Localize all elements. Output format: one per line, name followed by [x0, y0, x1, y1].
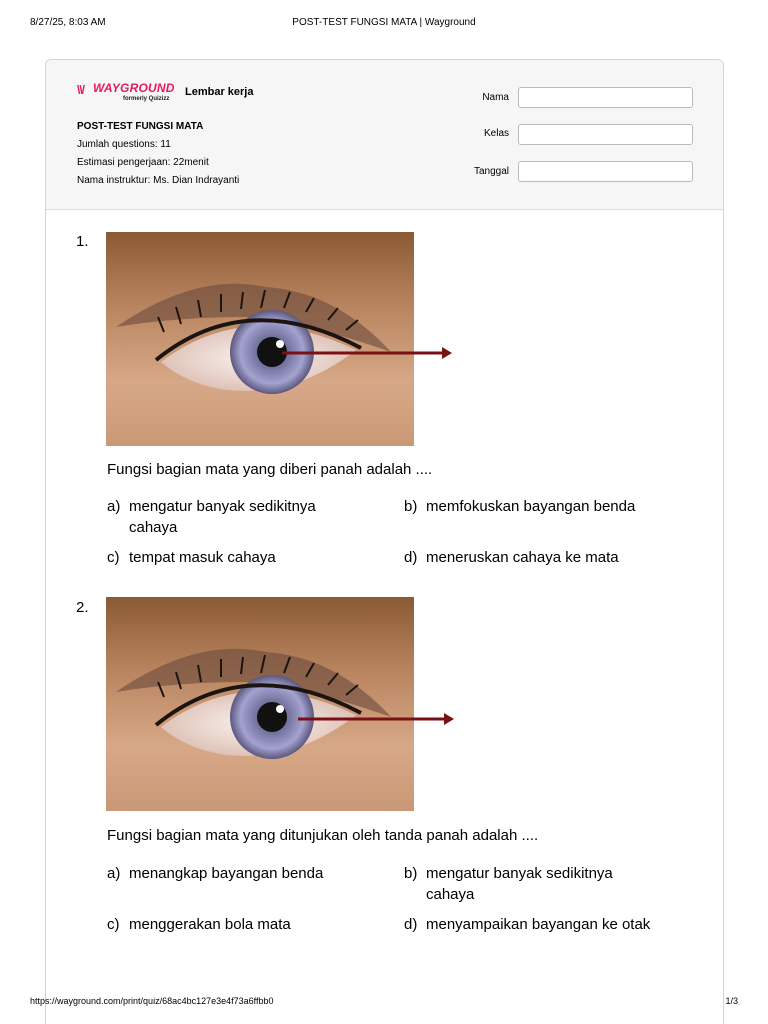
question-number: 1. — [76, 233, 89, 250]
option-text: tempat masuk cahaya — [129, 549, 276, 566]
print-footer — [30, 996, 738, 1010]
option-letter: b) — [404, 498, 418, 515]
questions-count: Jumlah questions: 11 — [77, 139, 171, 150]
page-number: 1/3 — [725, 996, 738, 1006]
name-field[interactable] — [518, 87, 693, 108]
option-letter: a) — [107, 865, 121, 882]
option-text: menangkap bayangan benda — [129, 865, 324, 882]
class-field[interactable] — [518, 124, 693, 145]
worksheet-card — [45, 59, 724, 1024]
option-a[interactable] — [107, 496, 347, 538]
date-label: Tanggal — [473, 166, 509, 177]
logo-text: WAYGROUND — [93, 81, 175, 95]
option-c[interactable] — [107, 914, 367, 935]
option-text: memfokuskan bayangan benda — [426, 498, 636, 515]
logo-mark-icon: \\/ — [77, 83, 85, 97]
option-letter: c) — [107, 549, 120, 566]
print-url: https://wayground.com/print/quiz/68ac4bc127e3e4f73a6ffbb0 — [30, 996, 274, 1006]
print-page-title: POST-TEST FUNGSI MATA | Wayground — [292, 17, 476, 28]
logo-subtext: formerly Quizizz — [123, 96, 170, 102]
name-label: Nama — [482, 92, 509, 103]
eye-image — [106, 597, 456, 811]
option-a[interactable] — [107, 863, 367, 884]
question-text: Fungsi bagian mata yang ditunjukan oleh tanda panah adalah .... — [107, 827, 539, 844]
eye-image — [106, 232, 456, 446]
quiz-title: POST-TEST FUNGSI MATA — [77, 121, 204, 132]
option-text: meneruskan cahaya ke mata — [426, 549, 619, 566]
option-text: menyampaikan bayangan ke otak — [426, 916, 651, 933]
option-letter: d) — [404, 549, 418, 566]
print-header — [30, 17, 738, 31]
option-letter: d) — [404, 916, 418, 933]
option-text: mengatur banyak sedikitnya cahaya — [129, 498, 316, 536]
instructor-name: Nama instruktur: Ms. Dian Indrayanti — [77, 175, 240, 186]
worksheet-header — [46, 60, 723, 210]
option-letter: a) — [107, 498, 121, 515]
estimated-time: Estimasi pengerjaan: 22menit — [77, 157, 209, 168]
print-datetime: 8/27/25, 8:03 AM — [30, 17, 106, 28]
option-c[interactable] — [107, 547, 347, 568]
question-text: Fungsi bagian mata yang diberi panah adalah .... — [107, 461, 433, 478]
question-number: 2. — [76, 599, 89, 616]
option-d[interactable] — [404, 914, 709, 935]
option-text: menggerakan bola mata — [129, 916, 291, 933]
worksheet-label: Lembar kerja — [185, 86, 254, 98]
option-b[interactable] — [404, 496, 704, 517]
date-field[interactable] — [518, 161, 693, 182]
option-letter: c) — [107, 916, 120, 933]
option-b[interactable] — [404, 863, 654, 905]
option-text: mengatur banyak sedikitnya cahaya — [426, 865, 613, 903]
option-d[interactable] — [404, 547, 704, 568]
option-letter: b) — [404, 865, 418, 882]
class-label: Kelas — [483, 128, 509, 139]
wayground-logo — [77, 81, 181, 107]
